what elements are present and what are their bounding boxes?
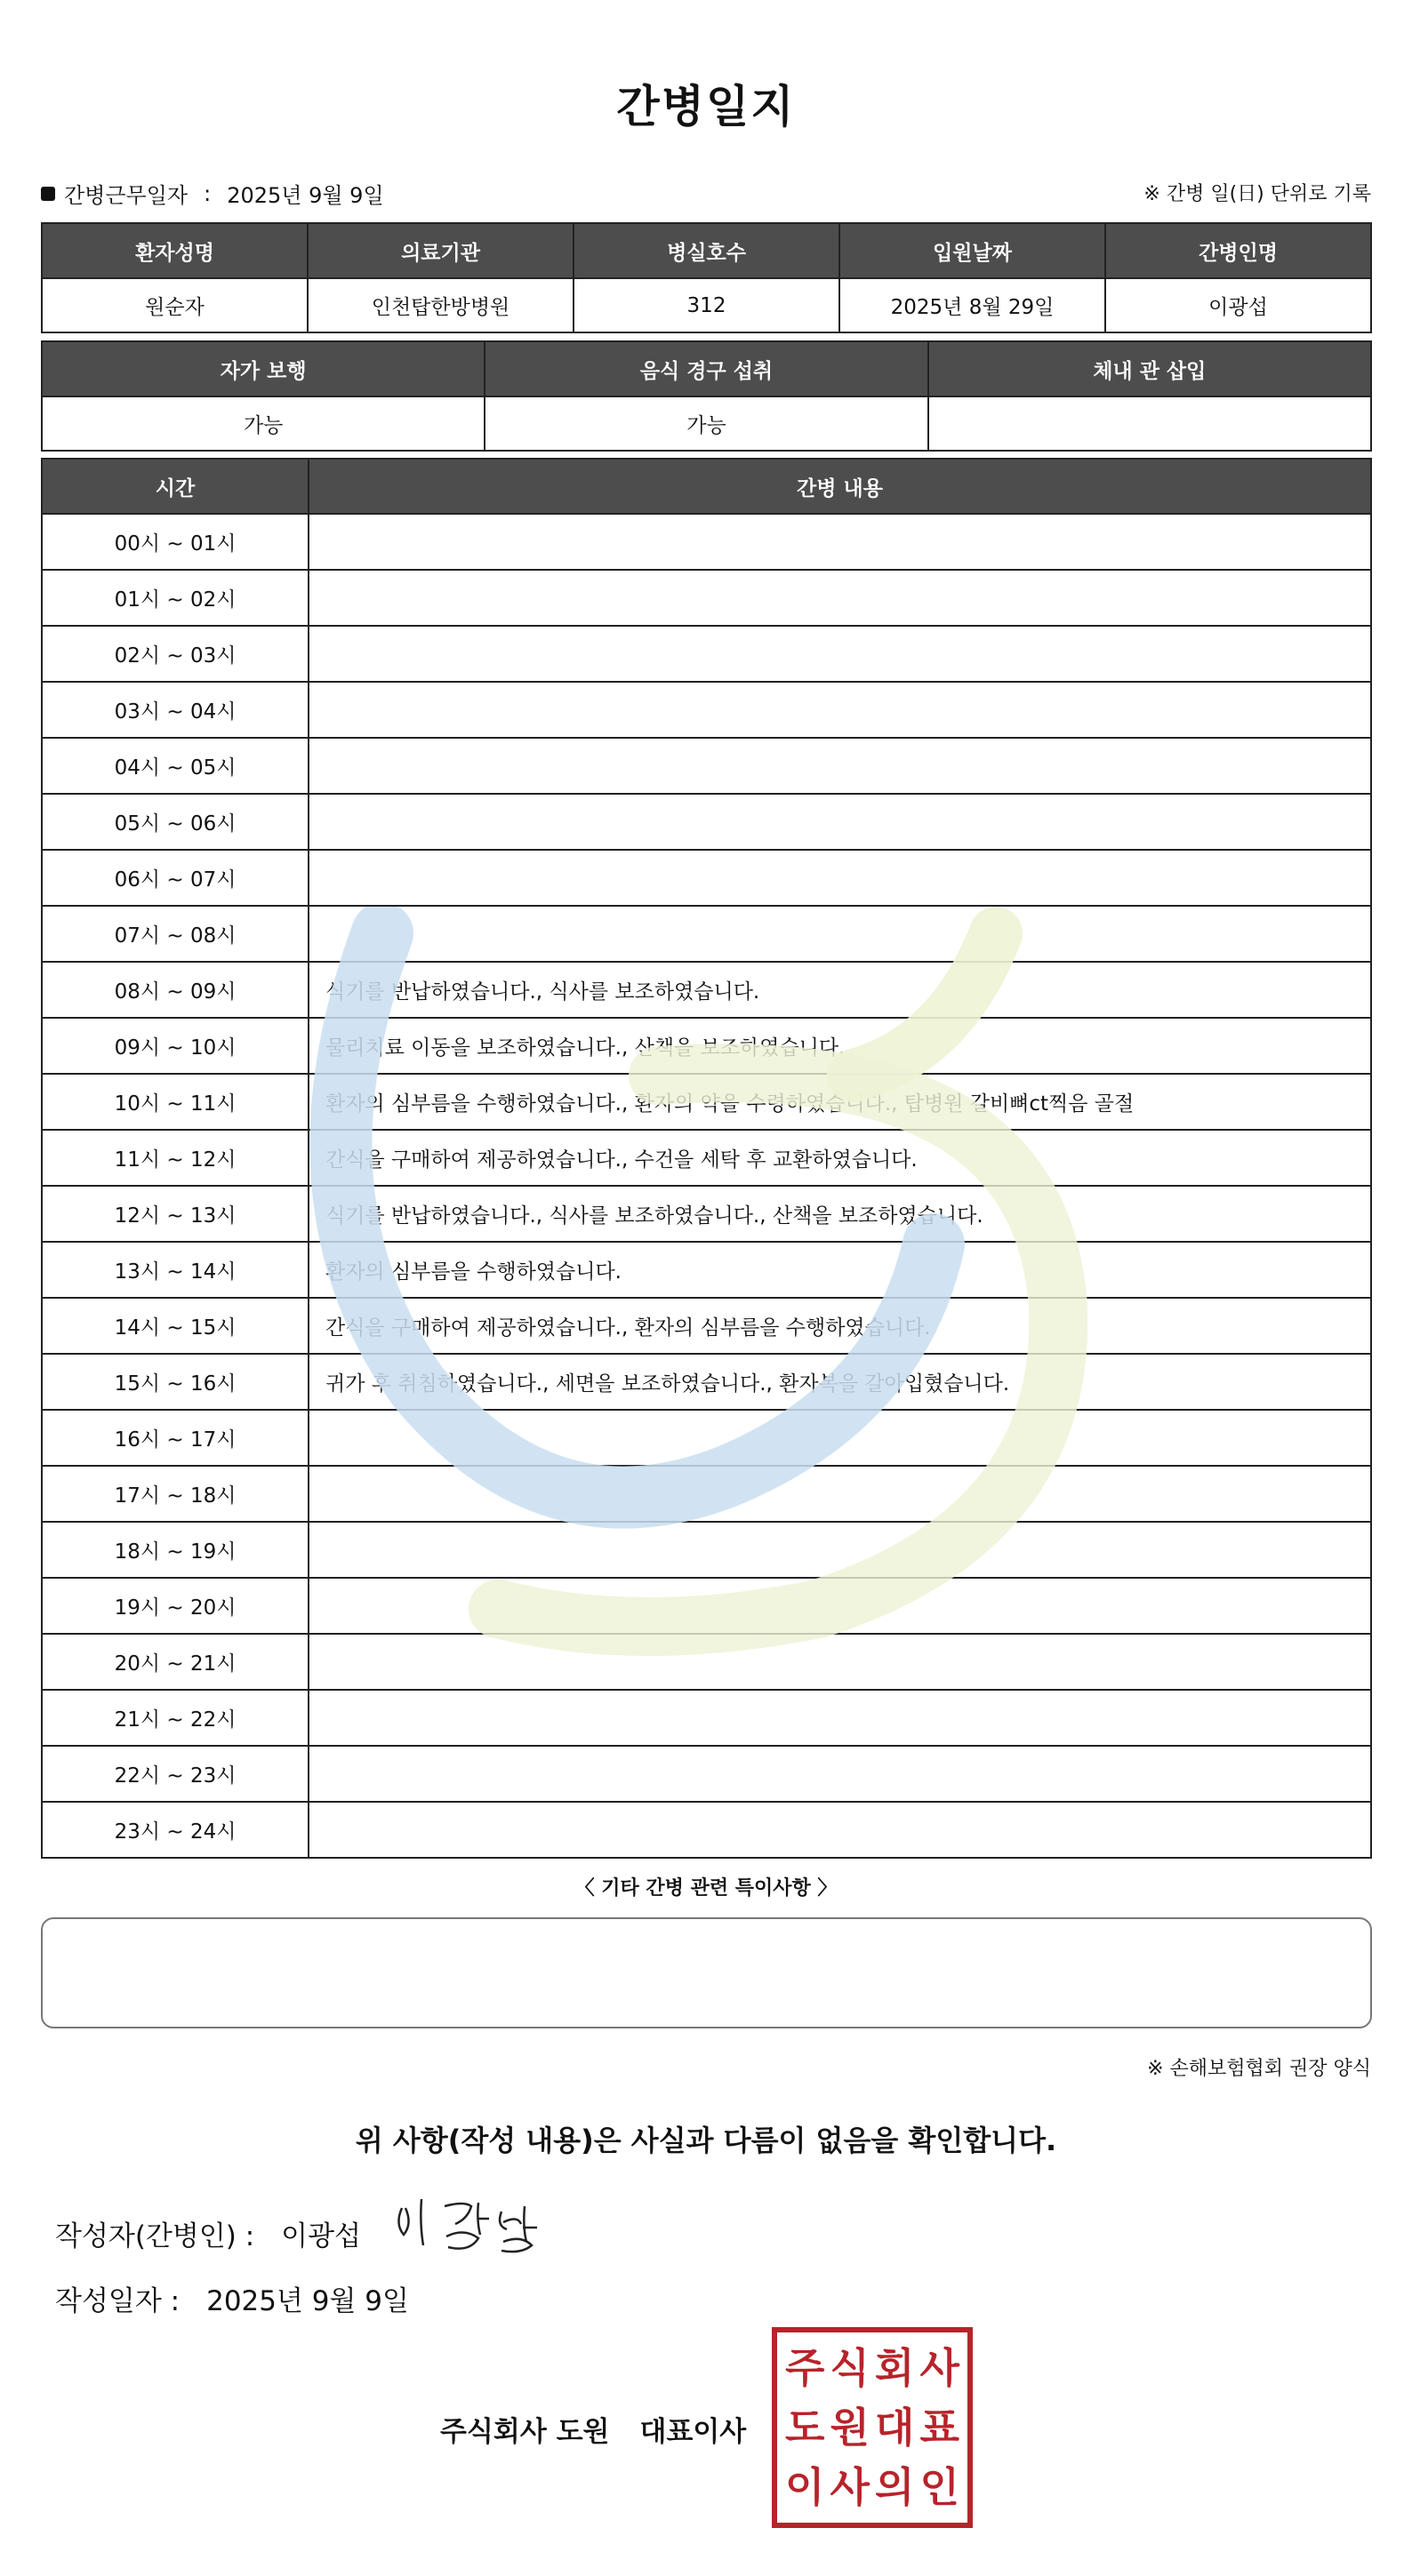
table-row	[42, 1746, 1371, 1802]
work-date-separator: :	[204, 180, 212, 206]
table-row	[42, 1634, 1371, 1690]
table-row	[42, 626, 1371, 682]
patient-value-row	[42, 278, 1371, 332]
header-time: 시간	[42, 459, 309, 514]
patient-header-row	[42, 223, 1371, 278]
seal-glyph: 인	[919, 2463, 959, 2512]
log-time: 00시 ~ 01시	[42, 514, 309, 570]
log-time: 03시 ~ 04시	[42, 682, 309, 738]
table-row	[42, 1802, 1371, 1858]
work-date	[41, 178, 384, 209]
seal-glyph: 주	[785, 2343, 825, 2392]
writer-line	[55, 2213, 361, 2253]
log-time: 04시 ~ 05시	[42, 738, 309, 794]
seal-glyph: 회	[875, 2343, 915, 2392]
seal-glyph: 원	[830, 2403, 870, 2452]
log-content	[309, 570, 1371, 626]
log-content	[309, 1634, 1371, 1690]
log-content	[309, 738, 1371, 794]
patient-status-table	[41, 340, 1372, 452]
confirmation-statement: 위 사항(작성 내용)은 사실과 다름이 없음을 확인합니다.	[355, 2124, 1057, 2157]
log-content	[309, 850, 1371, 906]
header-oral-intake: 음식 경구 섭취	[485, 341, 927, 396]
table-row	[42, 962, 1371, 1018]
table-row	[42, 794, 1371, 850]
log-time: 18시 ~ 19시	[42, 1522, 309, 1578]
log-content	[309, 1522, 1371, 1578]
log-content	[309, 1746, 1371, 1802]
log-content	[309, 682, 1371, 738]
handwritten-signature	[389, 2188, 550, 2260]
seal-glyph: 이	[785, 2463, 825, 2512]
table-row	[42, 1186, 1371, 1242]
write-date-value: 2025년 9월 9일	[206, 2285, 409, 2317]
write-date-label: 작성일자 :	[55, 2285, 181, 2317]
table-row	[42, 1690, 1371, 1746]
work-date-value: 2025년 9월 9일	[227, 183, 384, 208]
table-row	[42, 1466, 1371, 1522]
unit-note: ※ 간병 일(日) 단위로 기록	[1143, 183, 1371, 205]
page-title: 간병일지	[616, 81, 796, 132]
log-content	[309, 1802, 1371, 1858]
log-header-row	[42, 459, 1371, 514]
bullet-square-icon	[41, 187, 55, 201]
log-time: 16시 ~ 17시	[42, 1410, 309, 1466]
log-content	[309, 1466, 1371, 1522]
log-content: 귀가 후 취침하였습니다., 세면을 보조하였습니다., 환자복을 갈아입혔습니다.	[309, 1354, 1371, 1410]
header-tube: 체내 관 삽입	[928, 341, 1371, 396]
care-log-table	[41, 458, 1372, 1859]
header-walking: 자가 보행	[42, 341, 485, 396]
seal-glyph: 표	[919, 2403, 959, 2452]
status-value-row	[42, 396, 1371, 451]
header-caregiver: 간병인명	[1105, 223, 1371, 278]
log-content: 환자의 심부름을 수행하였습니다., 환자의 약을 수령하였습니다., 탑병원 갈비뼈ct찍음 골절	[309, 1074, 1371, 1130]
table-row	[42, 1410, 1371, 1466]
seal-glyph: 도	[785, 2403, 825, 2452]
company-line	[440, 2409, 746, 2449]
table-row	[42, 1242, 1371, 1298]
log-time: 08시 ~ 09시	[42, 962, 309, 1018]
table-row	[42, 1578, 1371, 1634]
log-time: 15시 ~ 16시	[42, 1354, 309, 1410]
log-time: 13시 ~ 14시	[42, 1242, 309, 1298]
log-content	[309, 1578, 1371, 1634]
log-time: 14시 ~ 15시	[42, 1298, 309, 1354]
writer-label: 작성자(간병인) :	[55, 2220, 255, 2252]
table-row	[42, 1354, 1371, 1410]
value-walking: 가능	[42, 396, 485, 451]
notes-box	[41, 1917, 1372, 2028]
seal-glyph: 사	[919, 2343, 959, 2392]
seal-glyph: 사	[830, 2463, 870, 2512]
company-seal	[772, 2327, 973, 2528]
seal-glyph: 대	[875, 2403, 915, 2452]
value-room: 312	[574, 278, 839, 332]
log-content: 간식을 구매하여 제공하였습니다., 환자의 심부름을 수행하였습니다.	[309, 1298, 1371, 1354]
table-row	[42, 1018, 1371, 1074]
log-content	[309, 1410, 1371, 1466]
log-time: 06시 ~ 07시	[42, 850, 309, 906]
log-time: 21시 ~ 22시	[42, 1690, 309, 1746]
value-oral-intake: 가능	[485, 396, 927, 451]
header-admission-date: 입원날짜	[839, 223, 1105, 278]
log-time: 05시 ~ 06시	[42, 794, 309, 850]
representative-title: 대표이사	[639, 2416, 747, 2448]
log-time: 22시 ~ 23시	[42, 1746, 309, 1802]
log-content	[309, 906, 1371, 962]
table-row	[42, 1298, 1371, 1354]
log-time: 17시 ~ 18시	[42, 1466, 309, 1522]
log-time: 11시 ~ 12시	[42, 1130, 309, 1186]
value-caregiver: 이광섭	[1105, 278, 1371, 332]
table-row	[42, 1130, 1371, 1186]
value-patient-name: 원순자	[42, 278, 308, 332]
seal-glyph: 식	[830, 2343, 870, 2392]
notes-title: 〈 기타 간병 관련 특이사항 〉	[574, 1877, 838, 1900]
log-time: 19시 ~ 20시	[42, 1578, 309, 1634]
table-row	[42, 682, 1371, 738]
log-content	[309, 1690, 1371, 1746]
header-patient-name: 환자성명	[42, 223, 308, 278]
log-content	[309, 626, 1371, 682]
header-institution: 의료기관	[308, 223, 574, 278]
table-row	[42, 570, 1371, 626]
table-row	[42, 906, 1371, 962]
log-content: 환자의 심부름을 수행하였습니다.	[309, 1242, 1371, 1298]
log-time: 23시 ~ 24시	[42, 1802, 309, 1858]
log-time: 10시 ~ 11시	[42, 1074, 309, 1130]
log-content	[309, 514, 1371, 570]
value-institution: 인천탑한방병원	[308, 278, 574, 332]
log-time: 01시 ~ 02시	[42, 570, 309, 626]
log-content: 물리치료 이동을 보조하였습니다., 산책을 보조하였습니다.	[309, 1018, 1371, 1074]
header-room: 병실호수	[574, 223, 839, 278]
table-row	[42, 738, 1371, 794]
company-name: 주식회사 도원	[440, 2416, 610, 2448]
log-content: 식기를 반납하였습니다., 식사를 보조하였습니다.	[309, 962, 1371, 1018]
status-header-row	[42, 341, 1371, 396]
log-body	[42, 514, 1371, 1858]
form-note: ※ 손해보험협회 권장 양식	[1147, 2058, 1371, 2080]
log-time: 07시 ~ 08시	[42, 906, 309, 962]
write-date-line	[55, 2278, 409, 2318]
table-row	[42, 514, 1371, 570]
value-tube	[928, 396, 1371, 451]
log-time: 20시 ~ 21시	[42, 1634, 309, 1690]
writer-name: 이광섭	[281, 2220, 362, 2252]
log-content	[309, 794, 1371, 850]
table-row	[42, 1074, 1371, 1130]
value-admission-date: 2025년 8월 29일	[839, 278, 1105, 332]
log-content: 식기를 반납하였습니다., 식사를 보조하였습니다., 산책을 보조하였습니다.	[309, 1186, 1371, 1242]
table-row	[42, 1522, 1371, 1578]
log-time: 09시 ~ 10시	[42, 1018, 309, 1074]
table-row	[42, 850, 1371, 906]
log-content: 간식을 구매하여 제공하였습니다., 수건을 세탁 후 교환하였습니다.	[309, 1130, 1371, 1186]
work-date-label: 간병근무일자	[64, 183, 189, 208]
log-time: 02시 ~ 03시	[42, 626, 309, 682]
patient-info-table	[41, 222, 1372, 333]
seal-glyph: 의	[875, 2463, 915, 2512]
header-care-content: 간병 내용	[309, 459, 1371, 514]
log-time: 12시 ~ 13시	[42, 1186, 309, 1242]
